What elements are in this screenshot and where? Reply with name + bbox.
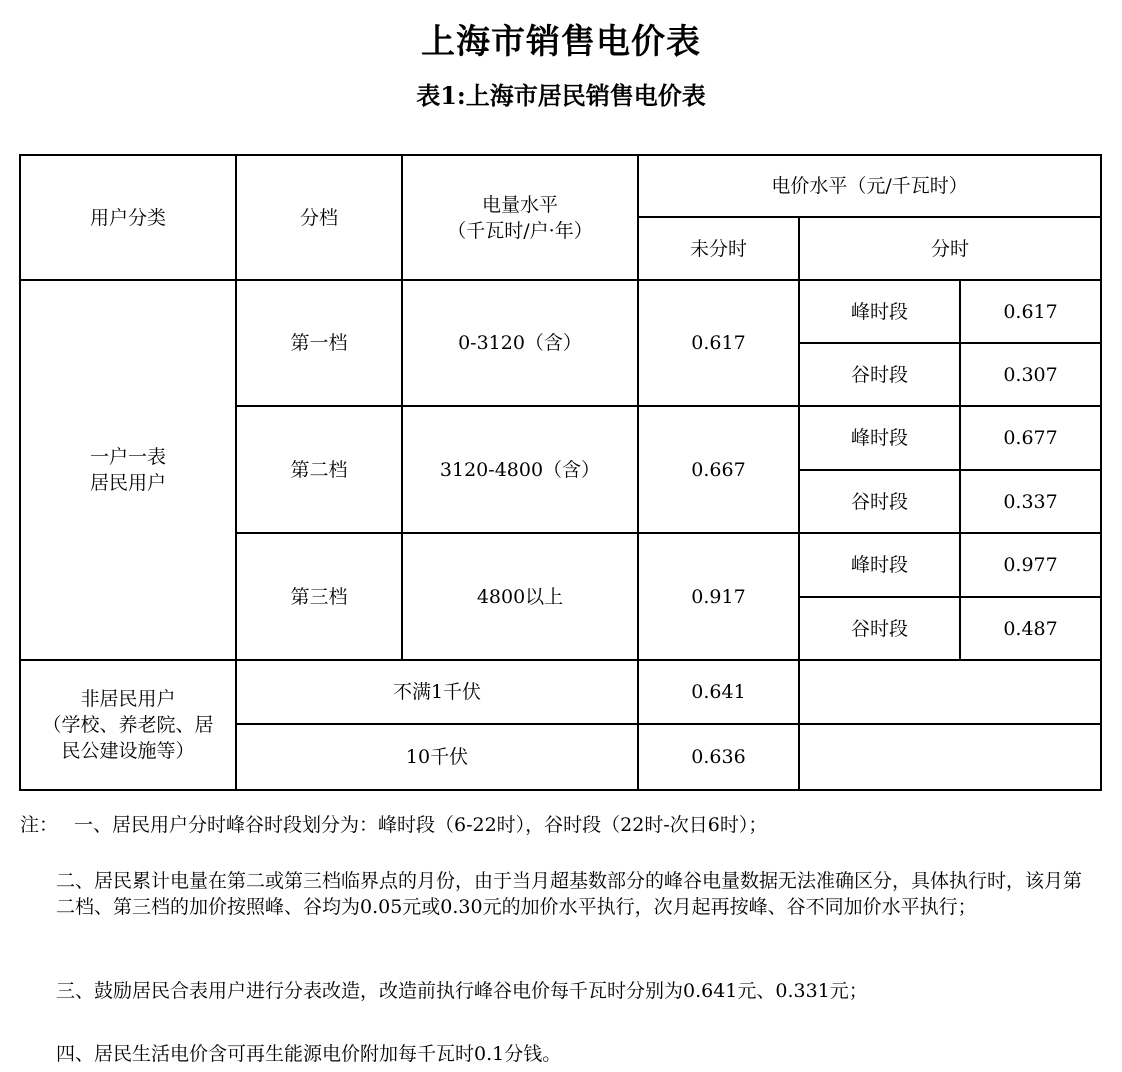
non-residential-line3: 民公建设施等） <box>61 740 195 762</box>
valley-label: 谷时段 <box>799 597 960 660</box>
notes-section <box>20 812 1095 838</box>
peak-price: 0.677 <box>960 406 1101 470</box>
note-item <box>56 868 1086 920</box>
note-text: 三、鼓励居民合表用户进行分表改造，改造前执行峰谷电价每千瓦时分别为0.641元、0.331元； <box>56 980 868 1002</box>
note-item <box>56 978 1086 1004</box>
valley-label: 谷时段 <box>799 343 960 406</box>
residential-category-line1: 一户一表 <box>89 446 166 468</box>
tier-flat-price: 0.617 <box>638 280 799 406</box>
peak-label: 峰时段 <box>799 533 960 597</box>
note-text: 四、居民生活电价含可再生能源电价附加每千瓦时0.1分钱。 <box>56 1043 562 1065</box>
residential-category-line2: 居民用户 <box>89 472 166 494</box>
valley-price: 0.487 <box>960 597 1101 660</box>
header-consumption <box>402 155 638 280</box>
valley-price: 0.307 <box>960 343 1101 406</box>
header-user-category: 用户分类 <box>20 155 236 280</box>
tier-name: 第一档 <box>236 280 402 406</box>
non-residential-category <box>20 660 236 790</box>
tier-flat-price: 0.917 <box>638 533 799 660</box>
non-residential-line2: （学校、养老院、居 <box>42 714 214 736</box>
tier-range: 3120-4800（含） <box>402 406 638 533</box>
price-table <box>19 154 1102 791</box>
voltage-price: 0.641 <box>638 660 799 724</box>
valley-label: 谷时段 <box>799 470 960 533</box>
tier-range: 4800以上 <box>402 533 638 660</box>
voltage-level: 10千伏 <box>236 724 638 790</box>
empty-tou-cell <box>799 724 1101 790</box>
note-text: 一、居民用户分时峰谷时段划分为：峰时段（6-22时），谷时段（22时-次日6时）； <box>74 814 768 836</box>
empty-tou-cell <box>799 660 1101 724</box>
voltage-price: 0.636 <box>638 724 799 790</box>
page-title: 上海市销售电价表 <box>421 22 701 62</box>
tier-flat-price: 0.667 <box>638 406 799 533</box>
peak-label: 峰时段 <box>799 280 960 343</box>
peak-price: 0.617 <box>960 280 1101 343</box>
note-text: 二、居民累计电量在第二或第三档临界点的月份，由于当月超基数部分的峰谷电量数据无法准确区分，具体执行时，该月第二档、第三档的加价按照峰、谷均为0.05元或0.30元的加价水平执行，次月起再按峰、谷不同加价水平执行； <box>56 870 1083 918</box>
header-tier: 分档 <box>236 155 402 280</box>
table-subtitle: 表1:上海市居民销售电价表 <box>416 81 706 110</box>
peak-label: 峰时段 <box>799 406 960 470</box>
header-tou: 分时 <box>799 217 1101 280</box>
notes-label: 注： <box>20 814 59 836</box>
peak-price: 0.977 <box>960 533 1101 597</box>
note-item <box>20 812 1095 838</box>
tier-name: 第二档 <box>236 406 402 533</box>
tier-range: 0-3120（含） <box>402 280 638 406</box>
header-price-level: 电价水平（元/千瓦时） <box>638 155 1101 217</box>
note-item <box>56 1041 1086 1067</box>
header-consumption-unit: （千瓦时/户·年） <box>447 219 593 242</box>
residential-category <box>20 280 236 660</box>
header-non-tou: 未分时 <box>638 217 799 280</box>
non-residential-line1: 非居民用户 <box>80 688 176 710</box>
header-consumption-label: 电量水平 <box>481 193 558 216</box>
voltage-level: 不满1千伏 <box>236 660 638 724</box>
tier-name: 第三档 <box>236 533 402 660</box>
valley-price: 0.337 <box>960 470 1101 533</box>
